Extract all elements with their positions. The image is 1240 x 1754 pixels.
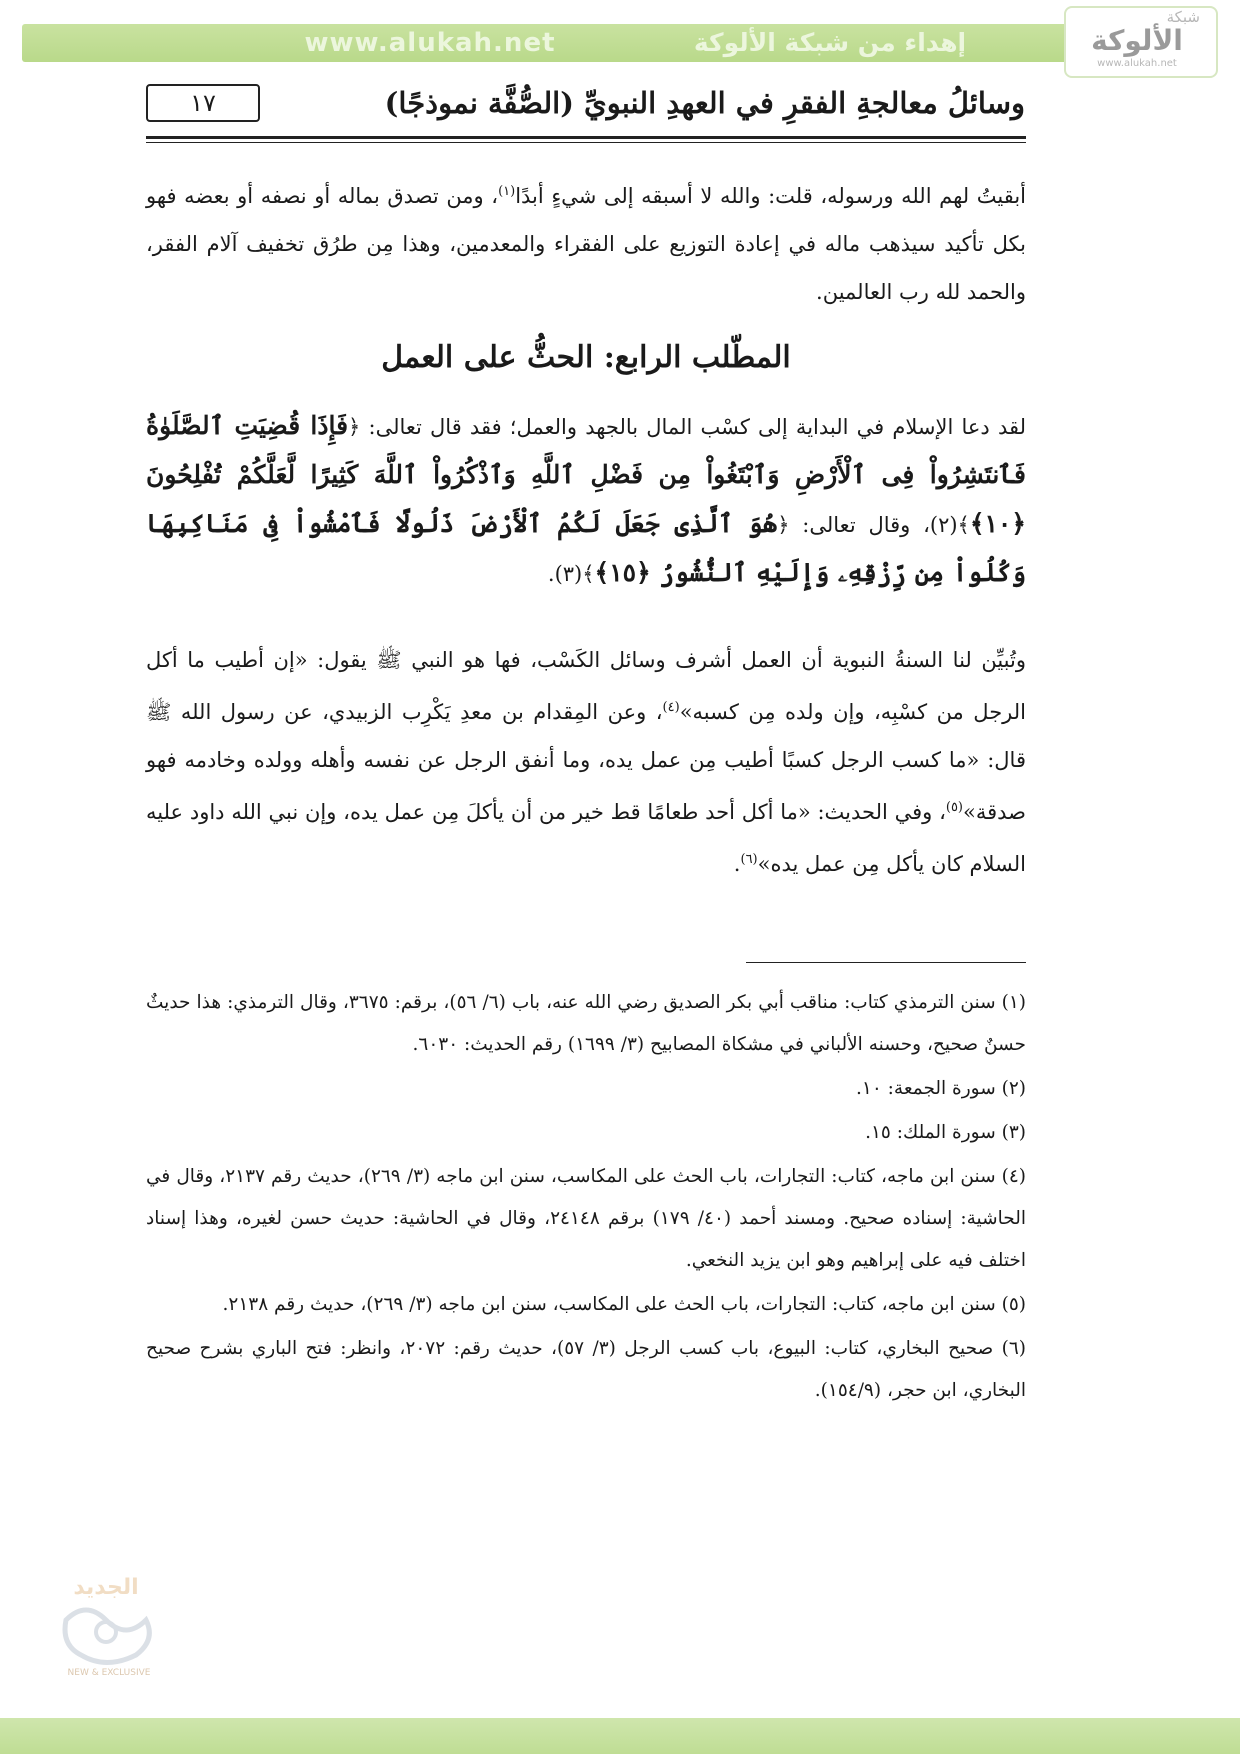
footnote-ref-1[interactable]: (١): [498, 184, 516, 199]
p3-text-a: وتُبيِّن لنا السنةُ النبوية أن العمل أشرف وسائل الكَسْب، فها هو النبي ﷺ يقول: «إن أطيب ما أكل الرجل من كسْبِه، وإن ولده مِن كسبه»: [146, 648, 1026, 724]
quran-ayah-1: فَإِذَا قُضِيَتِ ٱلصَّلَوٰةُ فَٱنتَشِرُواْ فِى ٱلْأَرْضِ وَٱبْتَغُواْ مِن فَضْلِ ٱللَّهِ وَٱذْكُرُواْ ٱللَّهَ كَثِيرًا لَّعَلَّكُمْ تُفْلِحُونَ ﴿١٠﴾: [146, 411, 1027, 538]
footnote-rule: [746, 962, 1026, 963]
footnote-ref-4[interactable]: (٤): [662, 700, 680, 715]
footnotes: [146, 982, 1026, 1414]
watermark-label: الجديد: [73, 1575, 139, 1600]
footnote-5: (٥) سنن ابن ماجه، كتاب: التجارات، باب الحث على المكاسب، سنن ابن ماجه (٣/ ٢٦٩)، حديث رقم ٢١٣٨.: [222, 1294, 1026, 1315]
paragraph-2: [146, 402, 1026, 598]
p3-end: .: [733, 852, 741, 876]
section-heading: المطّلب الرابع: الحثُّ على العمل: [381, 340, 791, 375]
footnote-3: (٣) سورة الملك: ١٥.: [865, 1122, 1026, 1143]
watermark-sub: NEW & EXCLUSIVE: [67, 1668, 151, 1678]
footnote-ref-6[interactable]: (٦): [740, 852, 758, 867]
bottom-banner: [0, 1718, 1240, 1754]
p1-text: أبقيتُ لهم الله ورسوله، قلت: والله لا أسبقه إلى شيءٍ أبدًا: [515, 184, 1026, 208]
logo-sub-text: www.alukah.net: [1097, 58, 1177, 69]
footnote-4: (٤) سنن ابن ماجه، كتاب: التجارات، باب الحث على المكاسب، سنن ابن ماجه (٣/ ٢٦٩)، حديث رقم ٢١٣٧، وقال في الحاشية: إسناده صحيح. ومسند أحمد (٤٠/ ١٧٩) برقم ٢٤١٤٨، وقال في الحاشية: حديث حسن لغيره، وهذا إسناد اختلف فيه على إبراهيم وهو ابن يزيد النخعي.: [146, 1166, 1027, 1271]
p2-intro: لقد دعا الإسلام في البداية إلى كسْب المال بالجهد والعمل؛ فقد قال تعالى: ﴿: [348, 415, 1026, 439]
p3-text-b: ، وعن المِقدام بن معدِ يَكْرِب الزبيدي، عن رسول الله ﷺ قال: «ما كسب الرجل كسبًا أطيب مِن عمل يده، وما أنفق الرجل عن نفسه وأهله وولده وخادمه فهو صدقة»: [146, 700, 1026, 824]
new-exclusive-watermark: [36, 1560, 176, 1680]
footnote-2: (٢) سورة الجمعة: ١٠.: [856, 1078, 1026, 1099]
paragraph-1: [146, 168, 1026, 316]
quran-ayah-2: هُوَ ٱلَّذِى جَعَلَ لَكُمُ ٱلْأَرْضَ ذَلُولًا فَٱمْشُواْ فِى مَنَاكِبِهَا وَكُلُواْ مِن رِّزْقِهِۦ وَإِلَيْهِ ٱلنُّشُورُ ﴿١٥﴾: [146, 509, 1026, 587]
site-url-text: www.alukah.net: [304, 28, 556, 58]
footnote-ref-2[interactable]: ﴾(٢): [929, 513, 970, 537]
header-rule: [146, 136, 1026, 139]
p2-mid: ، وقال تعالى: ﴿: [777, 513, 930, 537]
footnote-ref-5[interactable]: (٥): [945, 800, 963, 815]
footnote-6: (٦) صحيح البخاري، كتاب: البيوع، باب كسب الرجل (٣/ ٥٧)، حديث رقم: ٢٠٧٢، وانظر: فتح الباري بشرح صحيح البخاري، ابن حجر، (١٥٤/٩).: [146, 1338, 1026, 1401]
gift-banner-text: إهداء من شبكة الألوكة: [693, 28, 967, 57]
logo-main-text: الألوكة: [1091, 24, 1183, 57]
page-number: ١٧: [146, 84, 260, 122]
logo-top-text: شبكة: [1166, 8, 1200, 26]
footnote-ref-3[interactable]: ﴾(٣).: [547, 562, 595, 586]
p3-text-c: ، وفي الحديث: «ما أكل أحد طعامًا قط خير من أن يأكلَ مِن عمل يده، وإن نبي الله داود عليه السلام كان يأكل مِن عمل يده»: [146, 800, 1026, 876]
p1-rest: ، ومن تصدق بماله أو نصفه أو بعضه فهو بكل تأكيد سيذهب ماله في إعادة التوزيع على الفقراء والمعدمين، وهذا مِن طرُق تخفيف آلام الفقر، والحمد لله رب العالمين.: [146, 184, 1026, 304]
running-title: وسائلُ معالجةِ الفقرِ في العهدِ النبويِّ (الصُّفَّة نموذجًا): [384, 86, 1025, 120]
header-rule-thin: [146, 142, 1026, 143]
paragraph-3: [146, 636, 1026, 888]
footnote-1: (١) سنن الترمذي كتاب: مناقب أبي بكر الصديق رضي الله عنه، باب (٦/ ٥٦)، برقم: ٣٦٧٥، وقال الترمذي: هذا حديثٌ حسنٌ صحيح، وحسنه الألباني في مشكاة المصابيح (٣/ ١٦٩٩) رقم الحديث: ٦٠٣٠.: [146, 992, 1026, 1055]
